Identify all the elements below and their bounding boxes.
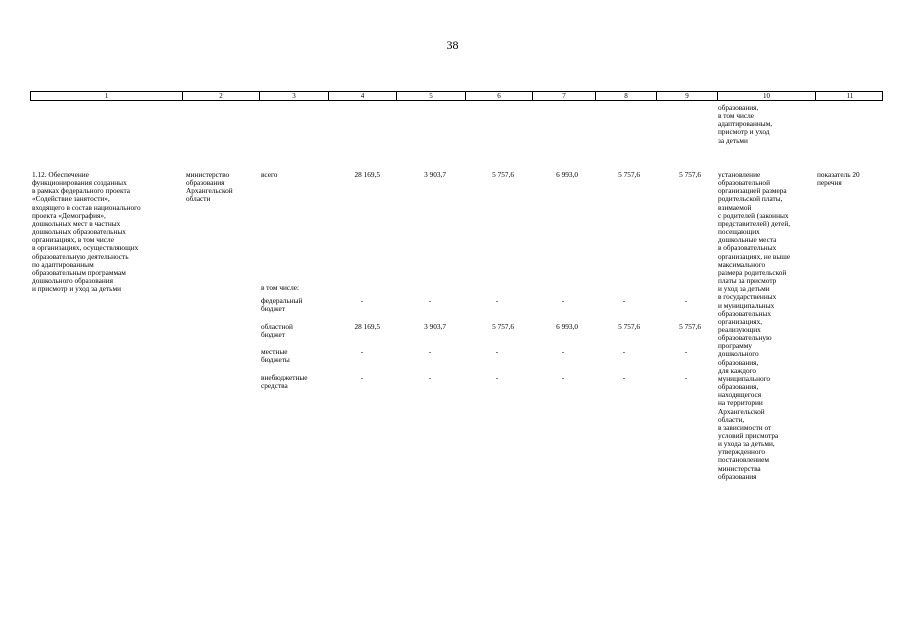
column-header-4: 4 bbox=[329, 92, 397, 100]
source-federal-label: федеральный бюджет bbox=[261, 296, 303, 314]
column-header-6: 6 bbox=[466, 92, 533, 100]
regional-value-col6: 5 757,6 bbox=[492, 322, 514, 331]
source-regional-label: областной бюджет bbox=[261, 322, 293, 340]
extrabudget-value-col6: - bbox=[495, 373, 499, 382]
total-value-col4: 28 169,5 bbox=[354, 170, 380, 179]
indicator-cell: показатель 20 перечня bbox=[817, 170, 860, 188]
federal-value-col6: - bbox=[495, 296, 499, 305]
extrabudget-value-col5: - bbox=[428, 373, 432, 382]
total-value-col9: 5 757,6 bbox=[679, 170, 701, 179]
extrabudget-value-col9: - bbox=[684, 373, 688, 382]
federal-value-col7: - bbox=[561, 296, 565, 305]
column-header-5: 5 bbox=[397, 92, 466, 100]
local-value-col9: - bbox=[684, 347, 688, 356]
page-number: 38 bbox=[446, 38, 459, 52]
column-header-9: 9 bbox=[657, 92, 718, 100]
total-value-col5: 3 903,7 bbox=[424, 170, 446, 179]
column-header-10: 10 bbox=[718, 92, 816, 100]
table-header-row bbox=[30, 91, 883, 101]
local-value-col8: - bbox=[622, 347, 626, 356]
source-local-label: местные бюджеты bbox=[261, 347, 290, 365]
regional-value-col7: 6 993,0 bbox=[556, 322, 578, 331]
total-value-col7: 6 993,0 bbox=[556, 170, 578, 179]
column-header-1: 1 bbox=[31, 92, 183, 100]
local-value-col4: - bbox=[360, 347, 364, 356]
extrabudget-value-col7: - bbox=[561, 373, 565, 382]
previous-row-result-continuation: образования, в том числе адаптированным, присмотр и уход за детьми bbox=[718, 103, 773, 145]
local-value-col5: - bbox=[428, 347, 432, 356]
total-value-col8: 5 757,6 bbox=[618, 170, 640, 179]
federal-value-col5: - bbox=[428, 296, 432, 305]
column-header-7: 7 bbox=[533, 92, 596, 100]
expected-result-cell: установление образовательной организацией размера родительской платы, взимаемой с родителей (законных представителей) детей, посещающих дошкольные места в образовательных организациях, не выше максимального размера родительской платы за присмотр и уход за детьми в государственных и муниципальных образовательных организациях, реализующих образовательную программу дошкольного образования, для каждого муниципального образования, находящегося на территории Архангельской области, в зависимости от условий присмотра и ухода за детьми, утвержденного постановлением министерства образования bbox=[718, 170, 791, 481]
federal-value-col8: - bbox=[622, 296, 626, 305]
column-header-2: 2 bbox=[183, 92, 260, 100]
federal-value-col9: - bbox=[684, 296, 688, 305]
regional-value-col9: 5 757,6 bbox=[679, 322, 701, 331]
regional-value-col4: 28 169,5 bbox=[354, 322, 380, 331]
executor-cell: министерство образования Архангельской области bbox=[186, 170, 233, 204]
local-value-col7: - bbox=[561, 347, 565, 356]
column-header-11: 11 bbox=[846, 92, 854, 100]
local-value-col6: - bbox=[495, 347, 499, 356]
regional-value-col5: 3 903,7 bbox=[424, 322, 446, 331]
regional-value-col8: 5 757,6 bbox=[618, 322, 640, 331]
including-label: в том числе: bbox=[261, 283, 300, 292]
funding-total-label: всего bbox=[261, 170, 278, 179]
extrabudget-value-col8: - bbox=[622, 373, 626, 382]
event-name-cell: 1.12. Обеспечение функционирования созданных в рамках федерального проекта «Содействие занятости», входящего в состав национального проекта «Демография», дошкольных мест в частных дошкольных образовательных организациях, в том числе в организациях, осуществляющих образовательную деятельность по адаптированным образовательным программам дошкольного образования и присмотр и уход за детьми bbox=[32, 170, 141, 294]
column-header-8: 8 bbox=[596, 92, 657, 100]
column-header-3: 3 bbox=[260, 92, 329, 100]
source-extrabudget-label: внебюджетные средства bbox=[261, 373, 308, 391]
federal-value-col4: - bbox=[360, 296, 364, 305]
total-value-col6: 5 757,6 bbox=[492, 170, 514, 179]
extrabudget-value-col4: - bbox=[360, 373, 364, 382]
